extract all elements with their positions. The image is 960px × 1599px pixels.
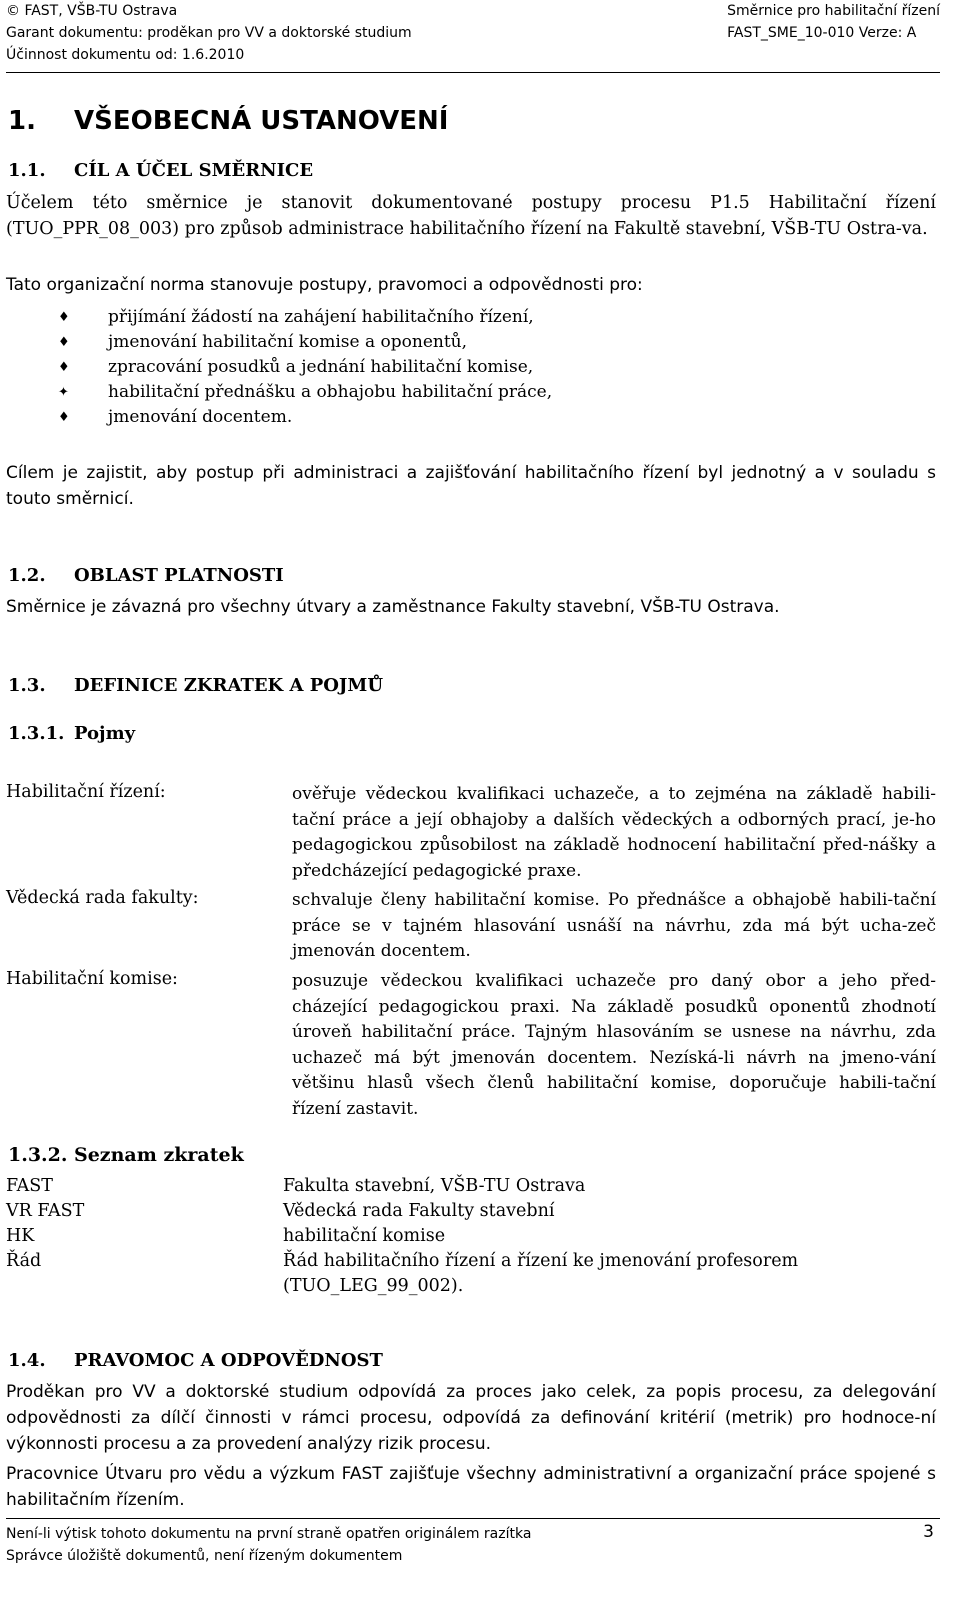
section-title: Seznam zkratek	[74, 1144, 244, 1166]
section-title: CÍL A ÚČEL SMĚRNICE	[74, 160, 314, 181]
list-item-text: zpracování posudků a jednání habilitační komise,	[108, 357, 534, 377]
document-title: Směrnice pro habilitační řízení	[727, 3, 940, 19]
section-1-3-1-heading	[8, 723, 135, 744]
abbreviation-key: HK	[6, 1226, 35, 1246]
responsibility-paragraph: Proděkan pro VV a doktorské studium odpovídá za proces jako celek, za popis procesu, za delegování odpovědnosti za dílčí činnosti v rámci procesu, odpovídá za definování kritérií (metrik) pro hodnoce-ní výkonnosti procesu a za provedení analýzy rizik procesu.	[6, 1382, 936, 1454]
list-item	[58, 380, 552, 405]
abbreviation-value: Řád habilitačního řízení a řízení ke jmenování profesorem (TUO_LEG_99_002).	[283, 1251, 799, 1296]
section-title: OBLAST PLATNOSTI	[74, 565, 284, 586]
section-title: DEFINICE ZKRATEK A POJMŮ	[74, 675, 384, 696]
section-1-heading	[8, 106, 448, 136]
section-1-4-heading	[8, 1350, 383, 1371]
document-code: FAST_SME_10-010 Verze: A	[727, 25, 917, 41]
section-title: Pojmy	[74, 723, 136, 744]
term-definition: posuzuje vědeckou kvalifikaci uchazeče pro daný obor a jeho před-cházející pedagogickou praxi. Na základě posudků oponentů zhodnotí úroveň habilitační práce. Tajným hlasováním se usnese na návrhu, zda uchazeč má být jmenován docentem. Nezíská-li návrh na jmeno-vání většinu hlasů všech členů habilitační komise, doporučuje habili-tační řízení zastavit.	[292, 971, 936, 1119]
list-item	[58, 355, 552, 380]
term-definition: ověřuje vědeckou kvalifikaci uchazeče, a to zejména na základě habili-tační práce a její obhajoby a dalších vědeckých a odborných prací, je-ho pedagogickou způsobilost na základě hodnocení habilitační před-nášky a předcházející pedagogické praxe.	[292, 784, 936, 881]
term-label: Habilitační řízení:	[6, 782, 166, 802]
section-title: PRAVOMOC A ODPOVĚDNOST	[74, 1350, 383, 1371]
goal-paragraph: Cílem je zajistit, aby postup při administraci a zajišťování habilitačního řízení byl jednotný a v souladu s touto směrnicí.	[6, 463, 936, 509]
scope-intro-paragraph: Tato organizační norma stanovuje postupy, pravomoci a odpovědnosti pro:	[6, 275, 643, 295]
diamond-bullet-icon: ♦	[58, 335, 70, 350]
staff-paragraph: Pracovnice Útvaru pro vědu a výzkum FAST zajišťuje všechny administrativní a organizační práce spojené s habilitačním řízením.	[6, 1464, 936, 1510]
diamond-bullet-icon: ♦	[58, 310, 70, 325]
section-title: VŠEOBECNÁ USTANOVENÍ	[74, 106, 449, 136]
diamond-bullet-icon: ♦	[58, 360, 70, 375]
section-number: 1.3.2.	[8, 1144, 68, 1166]
scope-bullet-list	[58, 305, 552, 430]
list-item	[58, 330, 552, 355]
list-item-text: přijímání žádostí na zahájení habilitačního řízení,	[108, 307, 534, 327]
list-item-text: jmenování docentem.	[108, 407, 293, 427]
abbreviation-key: FAST	[6, 1176, 53, 1196]
page-header	[6, 0, 940, 73]
page-number: 3	[923, 1522, 934, 1542]
section-1-2-heading	[8, 565, 284, 586]
abbreviation-value: habilitační komise	[283, 1226, 446, 1246]
effective-date-line: Účinnost dokumentu od: 1.6.2010	[6, 47, 245, 63]
list-item	[58, 405, 552, 430]
section-1-3-2-heading	[8, 1144, 244, 1166]
section-number: 1.3.	[8, 675, 46, 696]
abbreviation-value: Vědecká rada Fakulty stavební	[283, 1201, 555, 1221]
term-label: Habilitační komise:	[6, 969, 178, 989]
validity-paragraph: Směrnice je závazná pro všechny útvary a zaměstnance Fakulty stavební, VŠB-TU Ostrava.	[6, 597, 780, 617]
list-item	[58, 305, 552, 330]
abbreviation-value: Fakulta stavební, VŠB-TU Ostrava	[283, 1176, 586, 1196]
section-1-1-heading	[8, 160, 313, 181]
header-left	[6, 0, 412, 66]
purpose-paragraph: Účelem této směrnice je stanovit dokumentované postupy procesu P1.5 Habilitační řízení (TUO_PPR_08_003) pro způsob administrace habilitačního řízení na Fakultě stavební, VŠB-TU Ostra-va.	[6, 193, 936, 239]
section-number: 1.4.	[8, 1350, 46, 1371]
footer-note-line-1: Není-li výtisk tohoto dokumentu na první straně opatřen originálem razítka	[6, 1526, 532, 1542]
abbreviation-key: VR FAST	[6, 1201, 85, 1221]
copyright-line: © FAST, VŠB-TU Ostrava	[6, 3, 178, 19]
list-item-text: jmenování habilitační komise a oponentů,	[108, 332, 468, 352]
section-number: 1.	[8, 106, 36, 136]
list-item-text: habilitační přednášku a obhajobu habilitační práce,	[108, 382, 553, 402]
header-right	[727, 0, 940, 44]
section-1-3-heading	[8, 675, 383, 696]
term-label: Vědecká rada fakulty:	[6, 888, 199, 908]
abbreviation-key: Řád	[6, 1251, 42, 1271]
section-number: 1.1.	[8, 160, 46, 181]
page-footer	[6, 1518, 940, 1589]
section-number: 1.3.1.	[8, 723, 65, 744]
diamond-bullet-icon: ✦	[58, 385, 69, 400]
guarantor-line: Garant dokumentu: proděkan pro VV a doktorské studium	[6, 25, 412, 41]
diamond-bullet-icon: ♦	[58, 410, 70, 425]
section-number: 1.2.	[8, 565, 46, 586]
footer-note-line-2: Správce úložiště dokumentů, není řízeným dokumentem	[6, 1548, 403, 1564]
term-definition: schvaluje členy habilitační komise. Po přednášce a obhajobě habili-tační práce se v tajném hlasování usnáší na návrhu, zda má být ucha-zeč jmenován docentem.	[292, 890, 936, 961]
